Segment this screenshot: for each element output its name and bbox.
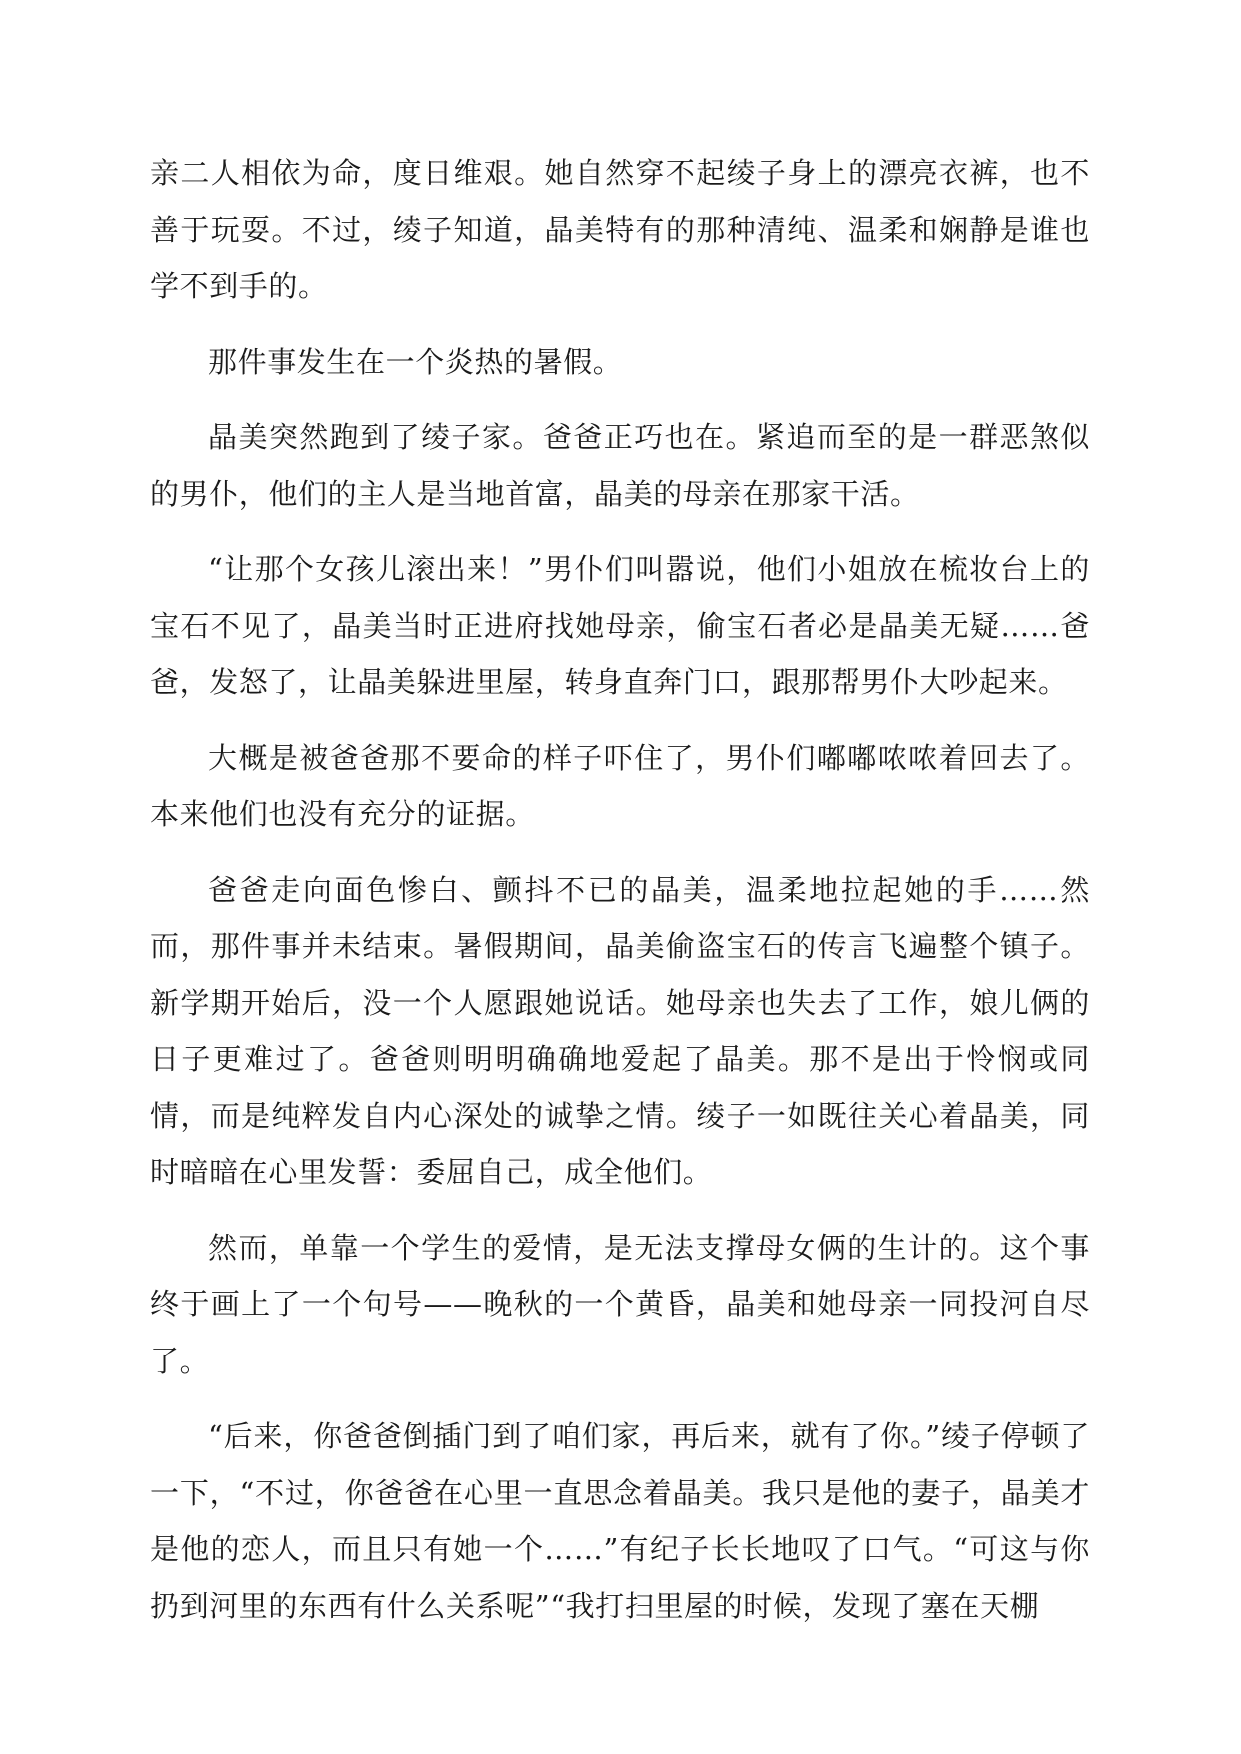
document-body <box>150 145 1090 1634</box>
paragraph-8: “后来，你爸爸倒插门到了咱们家，再后来，就有了你。”绫子停顿了一下，“不过，你爸爸在心里一直思念着晶美。我只是他的妻子，晶美才是他的恋人，而且只有她一个……”有纪子长长地叹了口气。“可这与你扔到河里的东西有什么关系呢”“我打扫里屋的时候，发现了塞在天棚 <box>150 1419 1090 1623</box>
paragraph-4: “让那个女孩儿滚出来！”男仆们叫嚣说，他们小姐放在梳妆台上的宝石不见了，晶美当时正进府找她母亲，偷宝石者必是晶美无疑……爸爸，发怒了，让晶美躲进里屋，转身直奔门口，跟那帮男仆大吵起来。 <box>150 552 1090 699</box>
paragraph-3: 晶美突然跑到了绫子家。爸爸正巧也在。紧追而至的是一群恶煞似的男仆，他们的主人是当地首富，晶美的母亲在那家干活。 <box>150 420 1090 511</box>
paragraph-7: 然而，单靠一个学生的爱情，是无法支撑母女俩的生计的。这个事终于画上了一个句号——晚秋的一个黄昏，晶美和她母亲一同投河自尽了。 <box>150 1230 1090 1378</box>
paragraph-2: 那件事发生在一个炎热的暑假。 <box>208 344 623 379</box>
paragraph-1: 亲二人相依为命，度日维艰。她自然穿不起绫子身上的漂亮衣裤，也不善于玩耍。不过，绫子知道，晶美特有的那种清纯、温柔和娴静是谁也学不到手的。 <box>150 156 1090 303</box>
paragraph-5: 大概是被爸爸那不要命的样子吓住了，男仆们嘟嘟哝哝着回去了。本来他们也没有充分的证据。 <box>150 740 1090 831</box>
paragraph-6: 爸爸走向面色惨白、颤抖不已的晶美，温柔地拉起她的手……然而，那件事并未结束。暑假期间，晶美偷盗宝石的传言飞遍整个镇子。新学期开始后，没一个人愿跟她说话。她母亲也失去了工作，娘儿俩的日子更难过了。爸爸则明明确确地爱起了晶美。那不是出于怜悯或同情，而是纯粹发自内心深处的诚挚之情。绫子一如既往关心着晶美，同时暗暗在心里发誓：委屈自己，成全他们。 <box>150 872 1090 1189</box>
